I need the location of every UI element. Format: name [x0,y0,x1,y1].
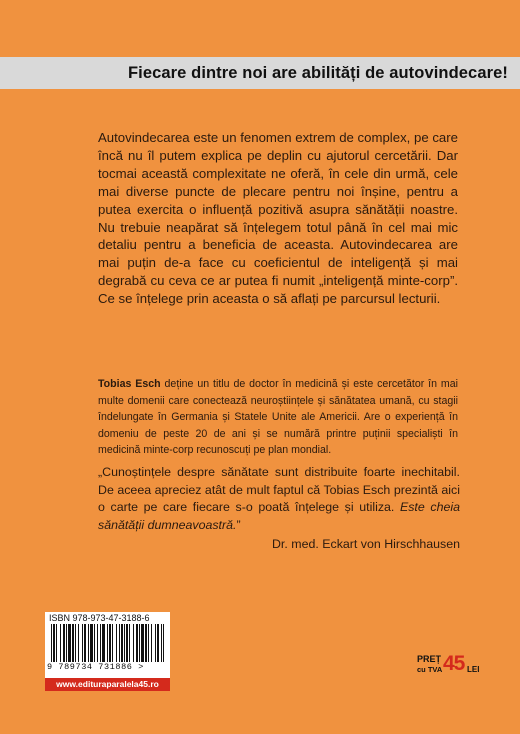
barcode [45,612,170,678]
headline-banner [0,57,520,89]
publisher-url: www.edituraparalela45.ro [45,678,170,691]
quote-text: „Cunoștințele despre sănătate sunt distribuite foarte inechitabil. De aceea apreciez atât de mult faptul că Tobias Esch prezintă aici o carte pe care fiecare s-o poată înțelege și utiliza. [98,465,460,515]
price-tag [417,652,480,682]
headline: Fiecare dintre noi are abilități de autovindecare! [127,63,508,82]
quote-close: ” [236,517,241,532]
endorsement-quote [98,464,460,534]
price-label: PREȚ [417,654,442,664]
author-name: Tobias Esch [98,378,161,390]
barcode-digits: 9 789734 731886 > [47,662,144,672]
price-vat-label: cu TVA [417,665,443,674]
author-bio [98,376,458,459]
isbn-label: ISBN 978-973-47-3188-6 [49,613,150,623]
author-bio-text: deține un titlu de doctor în medicină și este cercetător în mai multe domenii care conectează neuroștiințele și sănătatea umană, cu stagii îndelungate în Germania și Statele Unite ale Americii. Are o experiență în domeniu de peste 20 de ani și se numără printre puținii specialiști în medicină minte-corp recunoscuți pe plan mondial. [98,378,458,456]
quote-emphasis: Este cheia sănătății dumneavoastră. [98,500,460,532]
barcode-bars [51,624,164,662]
intro-paragraph: Autovindecarea este un fenomen extrem de complex, pe care încă nu îl putem explica pe deplin cu ajutorul cercetării. Dar tocmai această complexitate ne oferă, în cele din urmă, cele mai diverse puncte de plecare pentru noi înșine, pentru a putea exercita o influență pozitivă asupra sănătății noastre. Nu trebuie neapărat să înțelegem totul până în cel mai mic detaliu pentru a beneficia de aceasta. Autovindecarea are mai puțin de-a face cu coeficientul de inteligență și mai degrabă cu ceva ce ar putea fi numit „inteligență minte-corp”. Ce se înțelege prin aceasta o să aflați pe parcursul lecturii. [98,130,458,307]
price-value: 45 [443,652,465,675]
quote-attribution: Dr. med. Eckart von Hirschhausen [271,537,460,551]
price-currency: LEI [467,665,480,674]
